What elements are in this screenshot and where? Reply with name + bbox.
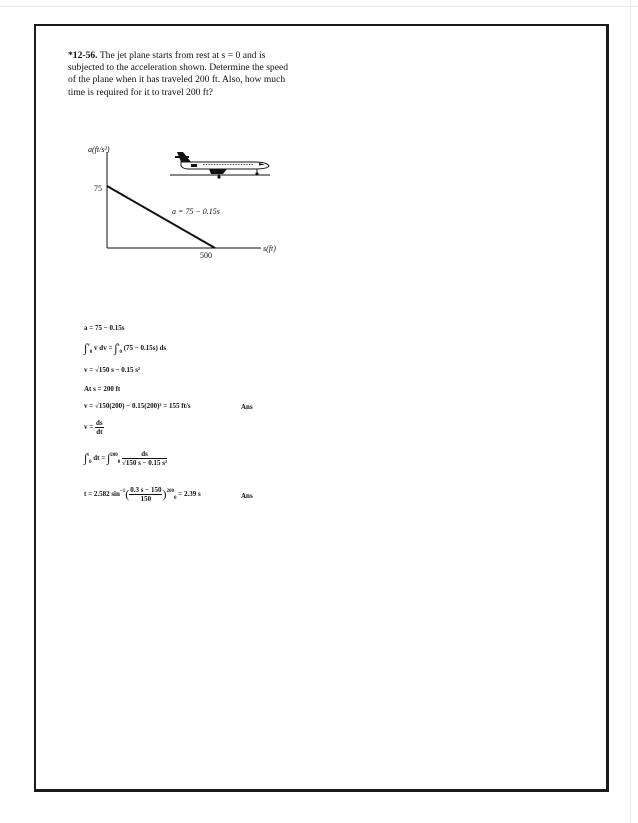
acceleration-line (107, 186, 215, 248)
solution-line-8: t = 2.582 $\sin^{-1}$( $\frac{0.3 s - 150}{150}$ )$^{200}_0$ = 2.39 s (84, 486, 201, 503)
answer-label: Ans (241, 492, 253, 500)
scan-edge (630, 0, 631, 823)
problem-statement (68, 50, 318, 99)
problem-text-line: time is required for it to travel 200 ft? (68, 86, 213, 98)
y-axis-label: a(ft/s²) (88, 145, 110, 154)
problem-text-line: The jet plane starts from rest at s = 0 and is (99, 50, 266, 61)
answer-label: Ans (241, 403, 253, 411)
scan-edge (0, 6, 638, 7)
x-axis-label: s(ft) (263, 244, 276, 253)
x-tick-label: 500 (200, 251, 212, 260)
solution-line-7: ∫$^t_0$ dt = ∫$^{200}_0$ $\frac{ds}{\text{√150 s − 0.15 s²}}$ (84, 450, 168, 467)
solution-line-1: a = 75 − 0.15s (84, 324, 125, 332)
line-equation-label: a = 75 − 0.15s (172, 207, 220, 216)
y-tick-label: 75 (94, 184, 102, 193)
solution-line-2: ∫$^v_0$ v dv = ∫$^s_0$ (75 − 0.15s) ds (84, 341, 167, 355)
problem-text-line: subjected to the acceleration shown. Determine the speed (68, 62, 289, 74)
acceleration-graph (95, 140, 315, 265)
solution-line-4: At s = 200 ft (84, 385, 121, 393)
solution-line-5: v = √150(200) − 0.15(200)² = 155 ft/s (84, 402, 191, 410)
problem-number: *12-56. (68, 50, 98, 61)
problem-text-line: of the plane when it has traveled 200 ft. Also, how much (68, 74, 286, 86)
solution-line-3: v = √150 s − 0.15 s² (84, 366, 141, 374)
solution-line-6: v = $\frac{ds}{dt}$ (84, 419, 103, 436)
